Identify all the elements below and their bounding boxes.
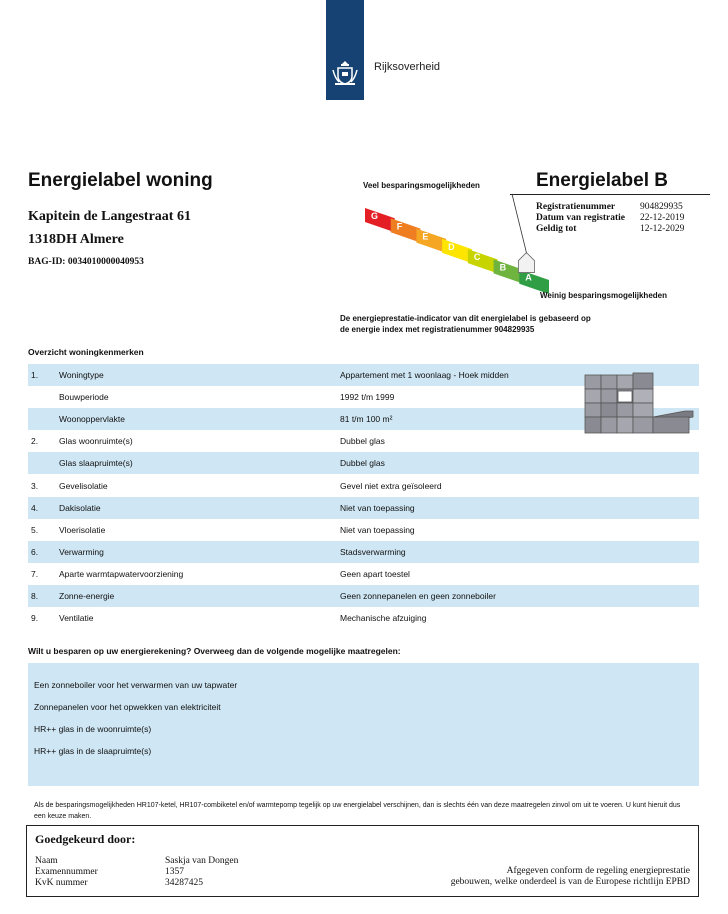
approval-note-line: gebouwen, welke onderdeel is van de Europese richtlijn EPBD: [450, 877, 690, 887]
property-value: 81 t/m 100 m²: [340, 414, 393, 425]
scale-letter: G: [371, 211, 379, 221]
energy-label-heading: Energielabel B: [536, 170, 668, 191]
page-title: Energielabel woning: [28, 170, 213, 191]
approval-row: [35, 878, 238, 889]
property-name: Zonne-energie: [59, 590, 115, 601]
property-row: [28, 474, 699, 496]
property-value: Geen apart toestel: [340, 568, 410, 579]
property-name: Ventilatie: [59, 613, 94, 624]
approval-value: 1357: [165, 867, 184, 877]
indicator-text: De energieprestatie-indicator van dit energielabel is gebaseerd op de energie index met registratienummer 904829935: [340, 314, 591, 334]
approval-key: Examennummer: [35, 867, 98, 877]
registration-value: 22-12-2019: [640, 213, 685, 223]
registration-key: Datum van registratie: [536, 213, 626, 223]
scale-letter: C: [473, 252, 481, 263]
property-name: Glas slaapruimte(s): [59, 458, 133, 469]
property-number: 5.: [31, 524, 39, 535]
advice-box: [28, 663, 699, 786]
property-row: [28, 452, 699, 474]
registration-value: 12-12-2029: [640, 224, 685, 234]
scale-band-e: [416, 229, 446, 253]
property-row: [28, 519, 699, 541]
scale-letter: D: [448, 241, 455, 252]
property-name: Bouwperiode: [59, 392, 109, 403]
address-postcode-city: 1318DH Almere: [28, 232, 124, 247]
house-marker-icon: [518, 253, 534, 273]
scale-band-c: [468, 249, 498, 273]
scale-letter: B: [499, 262, 507, 273]
property-number: 4.: [31, 502, 39, 513]
approval-row: [35, 867, 238, 878]
property-row: [28, 563, 699, 585]
advice-item: HR++ glas in de woonruimte(s): [34, 724, 152, 734]
approval-fields: [35, 856, 238, 889]
property-name: Gevelisolatie: [59, 480, 108, 491]
advice-question: Wilt u besparen op uw energierekening? Overweeg dan de volgende mogelijke maatregelen:: [28, 646, 401, 656]
rijksoverheid-logo-block: [326, 0, 364, 100]
property-name: Woningtype: [59, 370, 104, 381]
property-number: 6.: [31, 546, 39, 557]
property-row: [28, 585, 699, 607]
advice-item: HR++ glas in de slaapruimte(s): [34, 746, 152, 756]
energy-label-scale: [360, 190, 670, 300]
property-value: Dubbel glas: [340, 458, 385, 469]
property-number: 1.: [31, 370, 39, 381]
property-value: Niet van toepassing: [340, 502, 415, 513]
property-row: [28, 607, 699, 629]
property-value: Mechanische afzuiging: [340, 613, 427, 624]
property-row: [28, 497, 699, 519]
property-number: 3.: [31, 480, 39, 491]
pointer-line: [512, 194, 526, 253]
property-value: Stadsverwarming: [340, 546, 406, 557]
property-name: Aparte warmtapwatervoorziening: [59, 568, 184, 579]
crest-icon: [330, 58, 360, 88]
registration-key: Geldig tot: [536, 224, 577, 234]
approval-box: [26, 825, 699, 897]
property-value: Gevel niet extra geïsoleerd: [340, 480, 442, 491]
property-name: Vloerisolatie: [59, 524, 106, 535]
scale-band-d: [442, 239, 472, 263]
advice-item: Een zonneboiler voor het verwarmen van uw tapwater: [34, 680, 238, 690]
approval-key: Naam: [35, 856, 58, 866]
registration-key: Registratienummer: [536, 202, 616, 212]
property-name: Glas woonruimte(s): [59, 436, 133, 447]
property-number: 8.: [31, 590, 39, 601]
property-name: Woonoppervlakte: [59, 414, 125, 425]
property-number: 7.: [31, 568, 39, 579]
scale-letter: E: [422, 231, 429, 242]
address-street: Kapitein de Langestraat 61: [28, 209, 191, 224]
bag-id: BAG-ID: 0034010000040953: [28, 257, 144, 267]
advice-footnote: Als de besparingsmogelijkheden HR107-ketel, HR107-combiketel en/of warmtepomp tegelijk op uw energielabel verschijnen, dan is slechts één van deze maatregelen zinvol om uit te voeren. U kunt hieruit dus een keuze maken.: [34, 802, 681, 820]
property-name: Dakisolatie: [59, 502, 101, 513]
approval-row: [35, 856, 238, 867]
property-value: Geen zonnepanelen en geen zonneboiler: [340, 590, 496, 601]
approval-note-line: Afgegeven conform de regeling energieprestatie: [506, 866, 690, 876]
property-value: Dubbel glas: [340, 436, 385, 447]
scale-band-g: [365, 208, 395, 232]
scale-letter: F: [396, 221, 403, 232]
property-value: Appartement met 1 woonlaag - Hoek midden: [340, 370, 509, 381]
approval-note: [451, 866, 690, 888]
approval-key: KvK nummer: [35, 878, 88, 888]
registration-value: 904829935: [640, 202, 683, 212]
property-number: 2.: [31, 436, 39, 447]
advice-item: Zonnepanelen voor het opwekken van elektriciteit: [34, 702, 221, 712]
property-row: [28, 541, 699, 563]
overview-title: Overzicht woningkenmerken: [28, 347, 144, 357]
approval-value: Saskja van Dongen: [165, 856, 239, 866]
approval-value: 34287425: [165, 878, 203, 888]
property-value: 1992 t/m 1999: [340, 392, 395, 403]
building-illustration: [583, 371, 695, 437]
scale-letter: A: [525, 272, 532, 283]
scale-bottom-text: Weinig besparingsmogelijkheden: [540, 291, 667, 300]
scale-top-text: Veel besparingsmogelijkheden: [363, 181, 480, 190]
approval-title: Goedgekeurd door:: [35, 832, 136, 846]
property-name: Verwarming: [59, 546, 104, 557]
property-number: 9.: [31, 613, 39, 624]
property-value: Niet van toepassing: [340, 524, 415, 535]
scale-band-f: [391, 218, 421, 242]
org-name: Rijksoverheid: [374, 61, 441, 73]
